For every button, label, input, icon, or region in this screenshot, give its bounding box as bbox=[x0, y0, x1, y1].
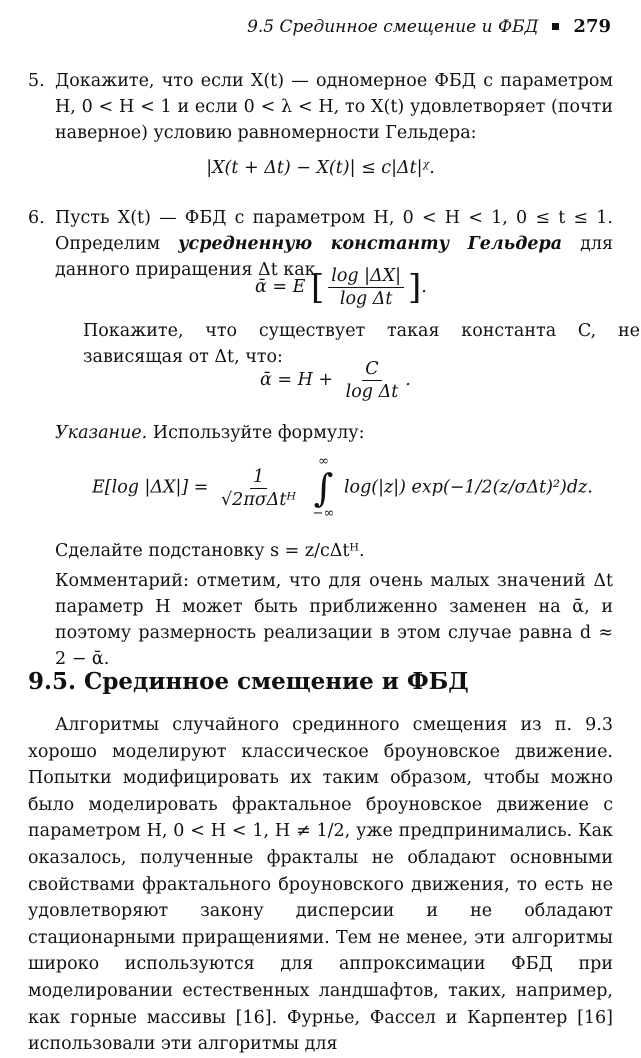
comment-text: Комментарий: отметим, что для очень малых значений Δt параметр H может быть приближенно заменен на ᾱ, и поэтому размерность реализации в этом случае равна d ≈ 2 − ᾱ. bbox=[55, 571, 613, 669]
square-bullet-icon bbox=[552, 23, 559, 30]
running-title: 9.5 Срединное смещение и ФБД bbox=[247, 16, 539, 37]
integral-upper-limit: ∞ bbox=[318, 454, 329, 469]
exercise-number: 5. bbox=[28, 71, 45, 91]
fraction-denominator: log Δt bbox=[345, 382, 399, 402]
fraction-numerator: 1 bbox=[250, 466, 267, 489]
holder-condition-formula: |X(t + Δt) − X(t)| ≤ c|Δt|ᵡ. bbox=[206, 158, 435, 178]
fraction-denominator: log Δt bbox=[339, 289, 393, 309]
body-paragraph: Алгоритмы случайного срединного смещения из п. 9.3 хорошо моделируют классическое броуновское движение. Попытки модифицировать их таким образом, чтобы можно было моделировать фрактальное броуновское движение с параметром H, 0 < H < 1, H ≠ 1/2, уже предпринимались. Как оказалось, полученные фракталы не обладают основными свойствами фрактального броуновского движения, то есть не удовлетворяют закону дисперсии и не обладают стационарными приращениями. Тем не менее, эти алгоритмы широко используются для аппроксимации ФБД при моделировании естественных ландшафтов, таких, например, как горные массивы [16]. Фурнье, Фассел и Карпентер [16] использовали эти алгоритмы для bbox=[28, 715, 613, 1055]
left-bracket: [ bbox=[310, 267, 325, 308]
period: . bbox=[421, 277, 427, 297]
hint-label: Указание. bbox=[55, 423, 148, 443]
integrand: log(|z|) exp(−1/2(z/σΔt)²)dz. bbox=[343, 477, 593, 498]
exercise-5 bbox=[28, 68, 613, 146]
substitution-text: Сделайте подстановку s = z/cΔtᴴ. bbox=[55, 541, 365, 561]
exercise-text-b: для данного приращения Δt как bbox=[55, 234, 613, 280]
expectation-integral-formula bbox=[92, 455, 593, 521]
fraction bbox=[328, 265, 404, 310]
exercise-text-a: Пусть X(t) — ФБД с параметром H, 0 < H < 1, 0 ≤ t ≤ 1. Определим bbox=[55, 208, 613, 254]
hint bbox=[55, 420, 615, 446]
fraction bbox=[343, 358, 402, 403]
exercise-number: 6. bbox=[28, 208, 45, 228]
fraction bbox=[218, 466, 299, 511]
integral-lower-limit: −∞ bbox=[312, 506, 335, 521]
fraction-numerator: log |ΔX| bbox=[328, 265, 404, 288]
fraction-denominator: √2πσΔtᴴ bbox=[221, 489, 297, 510]
formula-lhs: ᾱ = E bbox=[255, 277, 306, 297]
period: . bbox=[405, 370, 411, 390]
defined-term: усредненную константу Гельдера bbox=[178, 234, 563, 254]
exercise-6-text-c: Покажите, что существует такая константа C, не зависящая от Δt, что: bbox=[83, 321, 640, 367]
formula-lhs: ᾱ = H + bbox=[260, 370, 334, 390]
exercise-text: Докажите, что если X(t) — одномерное ФБД с параметром H, 0 < H < 1 и если 0 < λ < H, то X(t) удовлетворяет (почти наверное) условию равномерности Гельдера: bbox=[55, 71, 613, 143]
fraction-numerator: C bbox=[362, 358, 381, 381]
page-number: 279 bbox=[573, 16, 611, 37]
integral-sign-icon: ∫ bbox=[313, 466, 334, 510]
section-heading: 9.5. Срединное смещение и ФБД bbox=[28, 668, 469, 695]
formula-lhs: E[log |ΔX|] = bbox=[92, 477, 209, 498]
hint-text: Используйте формулу: bbox=[152, 423, 365, 443]
right-bracket: ] bbox=[408, 267, 422, 308]
running-header bbox=[247, 16, 611, 37]
integral bbox=[313, 455, 335, 521]
average-holder-formula bbox=[255, 265, 427, 310]
alpha-formula bbox=[260, 358, 411, 403]
